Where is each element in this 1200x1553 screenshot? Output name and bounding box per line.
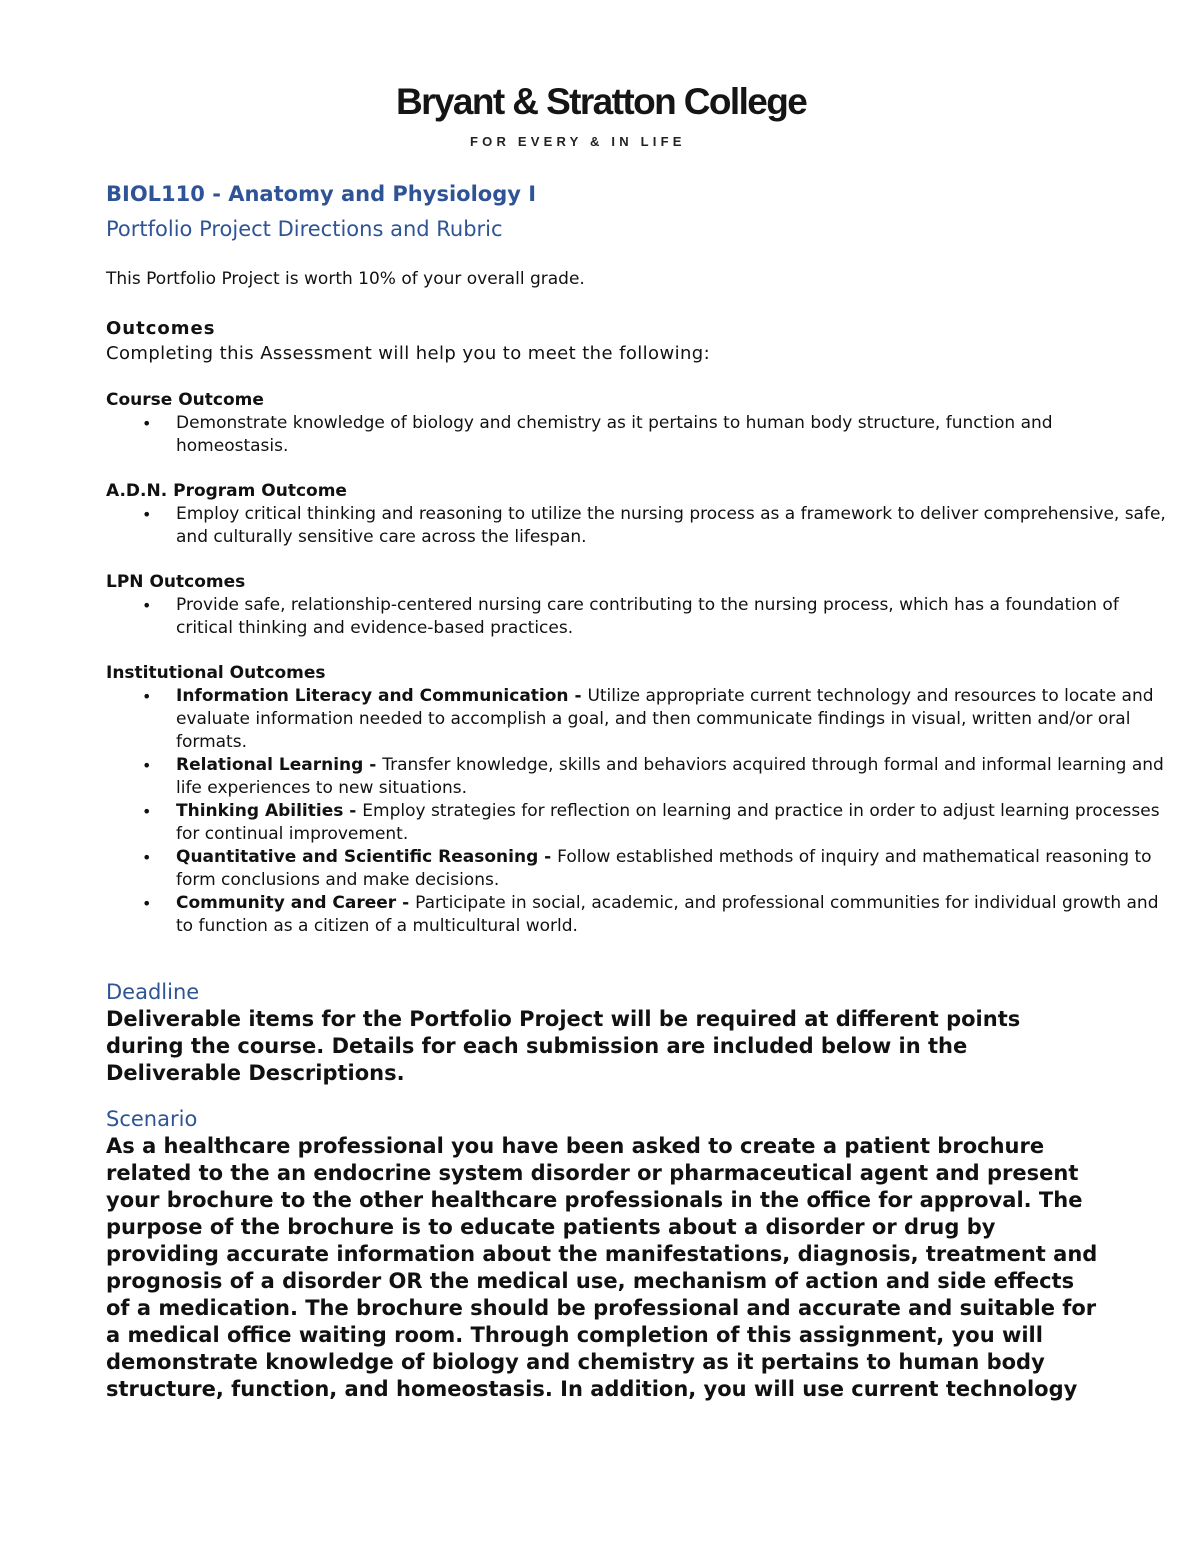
document-subtitle: Portfolio Project Directions and Rubric bbox=[106, 217, 503, 241]
list-item: • Employ critical thinking and reasoning to utilize the nursing process as a framework to deliver comprehensive, safe, and culturally sensitive care across the lifespan. bbox=[142, 504, 1166, 547]
list-item: • Community and Career - Participate in social, academic, and professional communities for individual growth and to function as a citizen of a multicultural world. bbox=[142, 893, 1159, 936]
deadline-section bbox=[106, 978, 1106, 1087]
list-item: • Information Literacy and Communication - Utilize appropriate current technology and resources to locate and evaluate information needed to accomplish a goal, and then communicate findings in visual, written and/or oral formats. bbox=[142, 686, 1154, 752]
deadline-heading: Deadline bbox=[106, 980, 200, 1004]
list-item: • Quantitative and Scientific Reasoning - Follow established methods of inquiry and mathematical reasoning to form conclusions and make decisions. bbox=[142, 847, 1152, 890]
lpn-outcome-heading: LPN Outcomes bbox=[106, 572, 246, 592]
college-logo-tagline: FOR EVERY & IN LIFE bbox=[470, 134, 686, 149]
list-item: • Demonstrate knowledge of biology and chemistry as it pertains to human body structure, function and homeostasis. bbox=[142, 413, 1053, 456]
adn-outcome-heading: A.D.N. Program Outcome bbox=[106, 481, 347, 501]
list-item: • Thinking Abilities - Employ strategies for reflection on learning and practice in order to adjust learning processes for continual improvement. bbox=[142, 801, 1160, 844]
document-body bbox=[106, 176, 1166, 1403]
course-outcome-list bbox=[106, 412, 1106, 458]
institutional-outcome-heading: Institutional Outcomes bbox=[106, 663, 326, 683]
bullet-icon: • bbox=[142, 414, 152, 433]
scenario-heading: Scenario bbox=[106, 1107, 198, 1131]
course-outcome-heading: Course Outcome bbox=[106, 390, 264, 410]
bullet-icon: • bbox=[142, 848, 152, 867]
bullet-icon: • bbox=[142, 505, 152, 524]
outcomes-intro: Completing this Assessment will help you to meet the following: bbox=[106, 343, 711, 364]
institutional-outcome-list bbox=[106, 685, 1164, 938]
list-item: • Provide safe, relationship-centered nursing care contributing to the nursing process, which has a foundation of critical thinking and evidence-based practices. bbox=[142, 595, 1119, 638]
list-item: • Relational Learning - Transfer knowledge, skills and behaviors acquired through formal and informal learning and life experiences to new situations. bbox=[142, 755, 1164, 798]
lpn-outcome-section bbox=[106, 571, 1119, 640]
course-title: BIOL110 - Anatomy and Physiology I bbox=[106, 182, 537, 206]
course-outcome-section bbox=[106, 389, 1106, 458]
outcomes-heading: Outcomes bbox=[106, 318, 216, 339]
college-logo-name: Bryant & Stratton College bbox=[396, 81, 807, 122]
college-logo bbox=[396, 78, 816, 149]
lpn-outcome-list bbox=[106, 594, 1119, 640]
scenario-section bbox=[106, 1105, 1106, 1403]
adn-outcome-list bbox=[106, 503, 1166, 549]
deadline-text: Deliverable items for the Portfolio Project will be required at different points during the course. Details for each submission are included below in the Deliverable Descriptions. bbox=[106, 1007, 1021, 1085]
bullet-icon: • bbox=[142, 687, 152, 706]
institutional-outcome-section bbox=[106, 662, 1164, 938]
bullet-icon: • bbox=[142, 756, 152, 775]
bullet-icon: • bbox=[142, 894, 152, 913]
grade-weight-note: This Portfolio Project is worth 10% of your overall grade. bbox=[106, 269, 585, 289]
adn-outcome-section bbox=[106, 480, 1166, 549]
bullet-icon: • bbox=[142, 802, 152, 821]
scenario-text: As a healthcare professional you have been asked to create a patient brochure related to the an endocrine system disorder or pharmaceutical agent and present your brochure to the other healthcare professionals in the office for approval. The purpose of the brochure is to educate patients about a disorder or drug by providing accurate information about the manifestations, diagnosis, treatment and prognosis of a disorder OR the medical use, mechanism of action and side effects of a medication. The brochure should be professional and accurate and suitable for a medical office waiting room. Through completion of this assignment, you will demonstrate knowledge of biology and chemistry as it pertains to human body structure, function, and homeostasis. In addition, you will use current technology bbox=[106, 1134, 1098, 1401]
bullet-icon: • bbox=[142, 596, 152, 615]
